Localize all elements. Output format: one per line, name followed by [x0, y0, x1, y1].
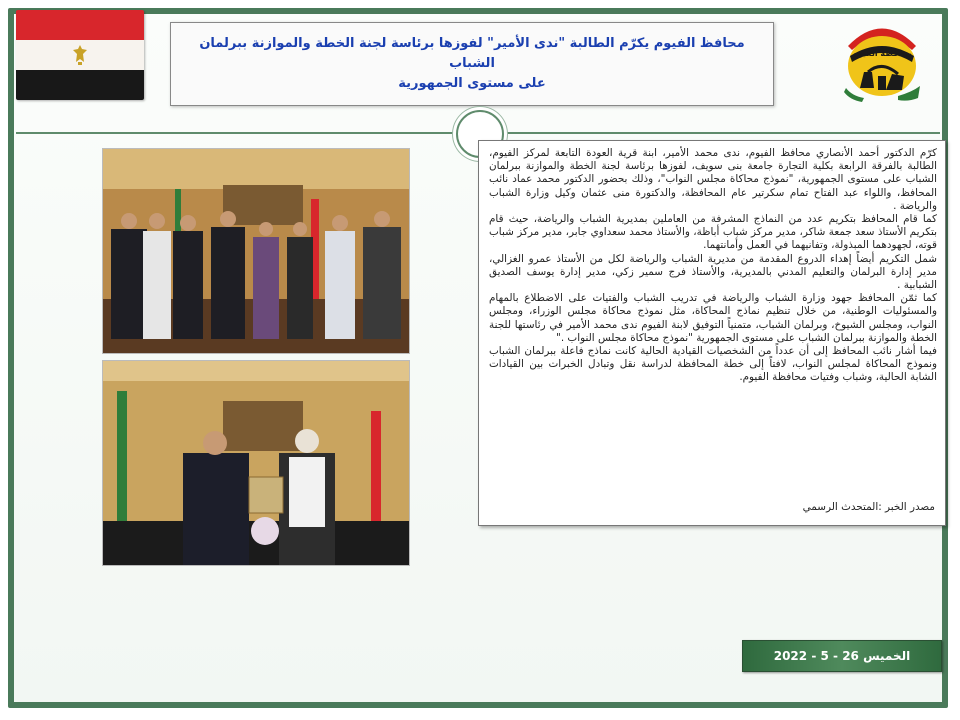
group-photo	[102, 148, 410, 354]
eagle-icon	[71, 44, 89, 66]
article-body	[479, 141, 945, 385]
award-photo-image	[103, 361, 409, 565]
date-badge	[742, 640, 942, 672]
article-paragraph: فيما أشار نائب المحافظ إلى أن عدداً من الشخصيات القيادية الحالية كانت نماذج فاعلة ببرلمان الشباب ونموذج المحاكاة لمجلس النواب، لافتاً إلى خطة المحافظة لدراسة نقل وتبادل الخبرات بين القيادات الشابة الحالية، وشباب وفتيات محافظة الفيوم.	[489, 345, 937, 384]
article-paragraph: كما ثمّن المحافظ جهود وزارة الشباب والرياضة في تدريب الشباب والفتيات على الاضطلاع بالمهام والمسئوليات الوطنية، من خلال تنظيم نماذج المحاكاة، مثل نموذج محاكاة مجلس الوزراء، ومجلس النواب، ومجلس الشيوخ، وبرلمان الشباب، متمنياً التوفيق لابنة الفيوم ندى محمد الأمير في رئاستها للجنة الخطة والموازنة ببرلمان الشباب على مستوى الجمهورية "نموذج محاكاة مجلس النواب ."	[489, 292, 937, 344]
group-photo-image	[103, 149, 409, 353]
article-source: مصدر الخبر :المتحدث الرسمي	[802, 501, 935, 513]
egypt-flag-icon	[16, 10, 144, 100]
award-photo	[102, 360, 410, 566]
headline	[192, 34, 752, 94]
headline-box	[170, 22, 774, 106]
logo-text: محافظة الفيوم	[851, 49, 913, 58]
headline-line-2: على مستوى الجمهورية	[398, 76, 546, 91]
article-box	[478, 140, 946, 526]
article-paragraph: كما قام المحافظ بتكريم عدد من النماذج المشرفة من العاملين بمديرية الشباب والرياضة، حيث قام بتكريم الأستاذ سعد جمعة شاكر، مدير مركز شباب أباظة، والأستاذ محمد سعداوي جابر، مدير مركز شباب قوته، لجهودهما المبذولة، وتفانيهما في العمل وأمانتهما.	[489, 213, 937, 252]
fayoum-governorate-logo-icon	[838, 16, 926, 106]
headline-line-1: محافظ الفيوم يكرّم الطالبة "ندى الأمير" لفوزها برئاسة لجنة الخطة والموازنة ببرلمان الشباب	[199, 36, 745, 71]
article-paragraph: كرّم الدكتور أحمد الأنصاري محافظ الفيوم، ندى محمد الأمير، ابنة قرية العودة التابعة لمركز الفيوم، الطالبة بالفرقة الرابعة بكلية التجارة جامعة بنى سويف، لفوزها برئاسة لجنة الخطة والموازنة ببرلمان الشباب على مستوى الجمهورية، "نموذج محاكاة مجلس النواب"، وذلك بحضور الدكتور محمد عماد نائب المحافظ، واللواء عبد الفتاح تمام سكرتير عام المحافظة، والدكتورة منى عثمان وكيل وزارة الشباب والرياضة .	[489, 147, 937, 212]
date-text: الخميس 26 - 5 - 2022	[773, 649, 911, 663]
article-paragraph: شمل التكريم أيضاً إهداء الدروع المقدمة من مديرية الشباب والرياضة لكل من الأستاذ عمرو الغزالي، مدير إدارة البرلمان والتعليم المدني بالمديرية، والأستاذ فرج سمير زكي، مدير إدارة يوسف الصديق الشبابية .	[489, 252, 937, 292]
